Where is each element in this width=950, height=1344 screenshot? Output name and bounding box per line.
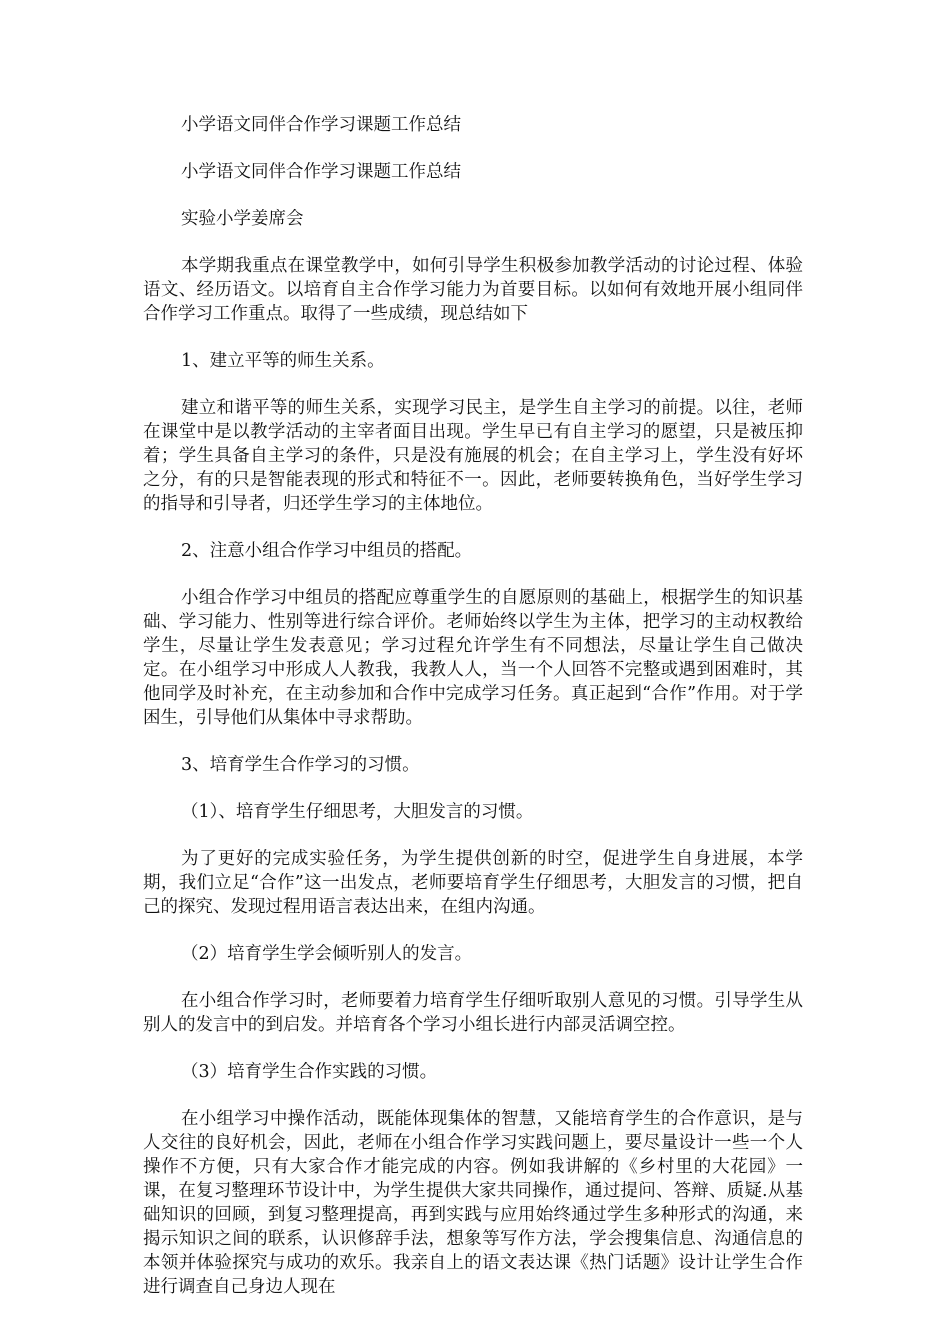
- subsection-body-3-2: 在小组合作学习时，老师要着力培育学生仔细听取别人意见的习惯。引导学生从别人的发言中的到启发。并培育各个学习小组长进行内部灵活调空控。: [143, 991, 803, 1035]
- section-heading-2: 2、注意小组合作学习中组员的搭配。: [181, 541, 473, 561]
- section-heading-1: 1、建立平等的师生关系。: [181, 351, 385, 371]
- subsection-body-3-3: 在小组学习中操作活动，既能体现集体的智慧，又能培育学生的合作意识，是与人交往的良好机会，因此，老师在小组合作学习实践问题上，要尽量设计一些一个人操作不方便，只有大家合作才能完成的内容。例如我讲解的《乡村里的大花园》一课，在复习整理环节设计中，为学生提供大家共同操作，通过提问、答辩、质疑.从基础知识的回顾，到复习整理提高，再到实践与应用始终通过学生多种形式的沟通，来揭示知识之间的联系，认识修辞手法，想象等写作方法，学会搜集信息、沟通信息的本领并体验探究与成功的欢乐。我亲自上的语文表达课《热门话题》设计让学生合作进行调查自己身边人现在: [143, 1109, 803, 1297]
- document-title: 小学语文同伴合作学习课题工作总结: [181, 115, 461, 135]
- intro-paragraph: 本学期我重点在课堂教学中，如何引导学生积极参加教学活动的讨论过程、体验语文、经历语文。以培育自主合作学习能力为首要目标。以如何有效地开展小组同伴合作学习工作重点。取得了一些成绩，现总结如下: [143, 256, 803, 324]
- subsection-heading-3-3: （3）培育学生合作实践的习惯。: [181, 1062, 438, 1082]
- document-author: 实验小学姜席会: [181, 209, 304, 229]
- document-subtitle: 小学语文同伴合作学习课题工作总结: [181, 162, 461, 182]
- subsection-heading-3-1: （1）、培育学生仔细思考，大胆发言的习惯。: [181, 802, 534, 822]
- subsection-heading-3-2: （2）培育学生学会倾听别人的发言。: [181, 944, 473, 964]
- section-body-2: 小组合作学习中组员的搭配应尊重学生的自愿原则的基础上，根据学生的知识基础、学习能力、性别等进行综合评价。老师始终以学生为主体，把学习的主动权教给学生，尽量让学生发表意见；学习过程允许学生有不同想法，尽量让学生自己做决定。在小组学习中形成人人教我，我教人人，当一个人回答不完整或遇到困难时，其他同学及时补充，在主动参加和合作中完成学习任务。真正起到“合作”作用。对于学困生，引导他们从集体中寻求帮助。: [143, 588, 803, 728]
- section-body-1: 建立和谐平等的师生关系，实现学习民主，是学生自主学习的前提。以往，老师在课堂中是以教学活动的主宰者面目出现。学生早已有自主学习的愿望，只是被压抑着；学生具备自主学习的条件，只是没有施展的机会；在自主学习上，学生没有好坏之分，有的只是智能表现的形式和特征不一。因此，老师要转换角色，当好学生学习的指导和引导者，归还学生学习的主体地位。: [143, 398, 803, 514]
- document-page: [143, 113, 803, 1299]
- section-heading-3: 3、培育学生合作学习的习惯。: [181, 755, 420, 775]
- subsection-body-3-1: 为了更好的完成实验任务，为学生提供创新的时空，促进学生自身进展，本学期，我们立足“合作”这一出发点，老师要培育学生仔细思考，大胆发言的习惯，把自己的探究、发现过程用语言表达出来，在组内沟通。: [143, 849, 803, 917]
